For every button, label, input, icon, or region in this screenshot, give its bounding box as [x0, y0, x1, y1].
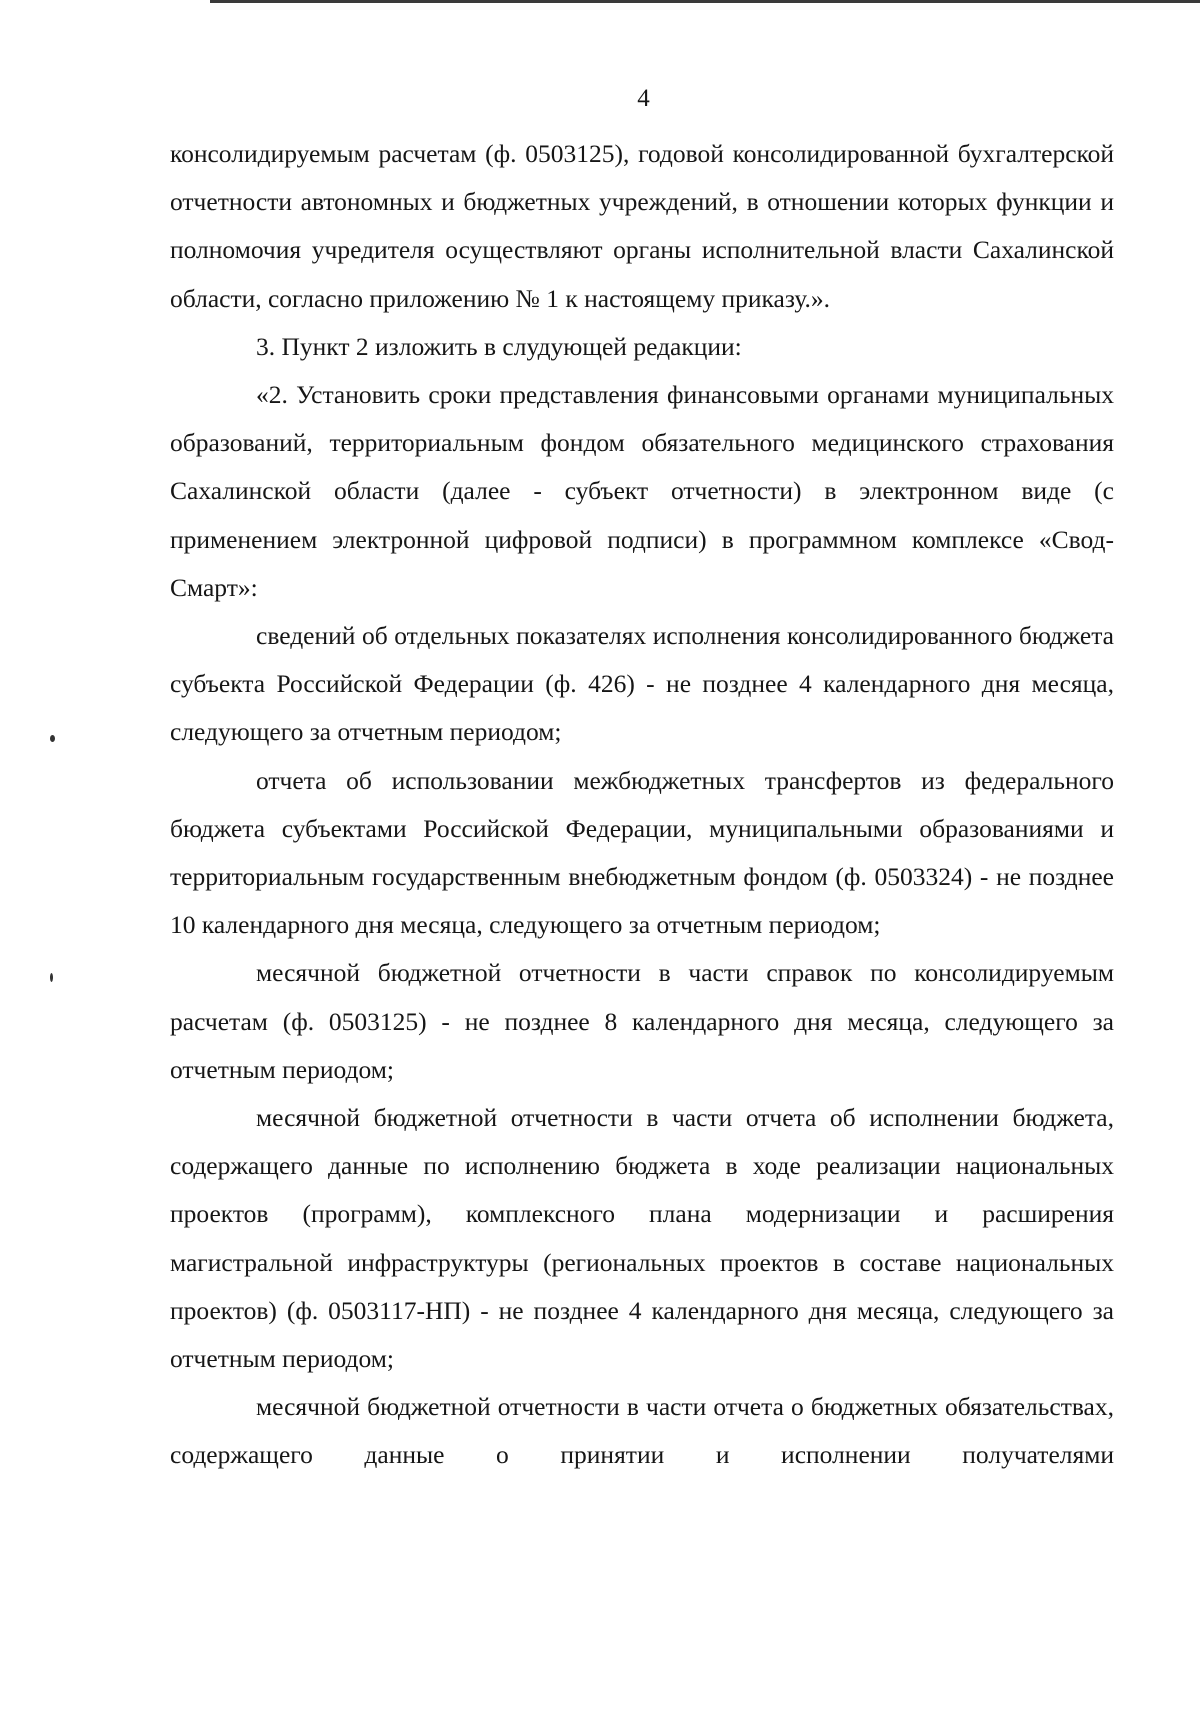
document-body — [170, 130, 1114, 1480]
paragraph-form-426: сведений об отдельных показателях исполнения консолидированного бюджета субъекта Российской Федерации (ф. 426) - не позднее 4 календарного дня месяца, следующего за отчетным периодом; — [170, 621, 1114, 747]
paragraph-form-0503125: месячной бюджетной отчетности в части справок по консолидируемым расчетам (ф. 0503125) - не позднее 8 календарного дня месяца, следующего за отчетным периодом; — [170, 958, 1114, 1084]
scan-speck — [50, 973, 53, 982]
scan-speck — [50, 735, 55, 742]
paragraph-clause-2: «2. Установить сроки представления финансовыми органами муниципальных образований, территориальным фондом обязательного медицинского страхования Сахалинской области (далее - субъект отчетности) в электронном виде (с применением электронной цифровой подписи) в программном комплексе «Свод-Смарт»: — [170, 380, 1114, 602]
page-number: 4 — [637, 85, 650, 112]
paragraph-budget-obligations: месячной бюджетной отчетности в части отчета о бюджетных обязательствах, содержащего данные о принятии и исполнении получателями — [170, 1392, 1114, 1470]
scan-top-edge — [210, 0, 1200, 3]
paragraph-form-0503324: отчета об использовании межбюджетных трансфертов из федерального бюджета субъектами Российской Федерации, муниципальными образованиями и территориальным государственным внебюджетным фондом (ф. 0503324) - не позднее 10 календарного дня месяца, следующего за отчетным периодом; — [170, 765, 1114, 940]
paragraph-form-0503117-np: месячной бюджетной отчетности в части отчета об исполнении бюджета, содержащего данные по исполнению бюджета в ходе реализации национальных проектов (программ), комплексного плана модернизации и расширения магистральной инфраструктуры (региональных проектов в составе национальных проектов) (ф. 0503117-НП) - не позднее 4 календарного дня месяца, следующего за отчетным периодом; — [170, 1103, 1114, 1374]
paragraph-continuation: консолидируемым расчетам (ф. 0503125), годовой консолидированной бухгалтерской отчетности автономных и бюджетных учреждений, в отношении которых функции и полномочия учредителя осуществляют органы исполнительной власти Сахалинской области, согласно приложению № 1 к настоящему приказу.». — [170, 139, 1114, 313]
paragraph-item-3: 3. Пункт 2 изложить в слудующей редакции: — [256, 331, 742, 361]
